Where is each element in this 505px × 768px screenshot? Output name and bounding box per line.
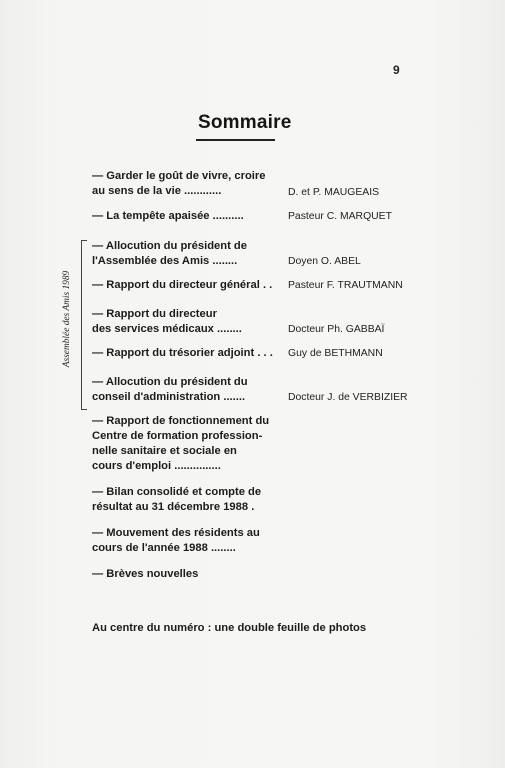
toc-entry-1: [92, 169, 412, 199]
entry-line: — Brèves nouvelles: [92, 568, 199, 580]
entry-line: — Rapport du directeur général . .: [92, 279, 273, 291]
toc-entry-8: [92, 414, 412, 474]
toc-entry-2: [92, 209, 412, 224]
entry-author: Doyen O. ABEL: [288, 256, 361, 267]
entry-author: Guy de BETHMANN: [288, 348, 383, 359]
toc-entry-5: [92, 307, 412, 337]
title-underline: [196, 139, 275, 141]
entry-line: — Mouvement des résidents au: [92, 527, 260, 539]
entry-line: au sens de la vie ............: [92, 185, 222, 197]
entry-line: cours d'emploi ...............: [92, 460, 221, 472]
page-title: Sommaire: [198, 112, 292, 133]
entry-line: des services médicaux ........: [92, 323, 242, 335]
entry-author: D. et P. MAUGEAIS: [288, 187, 380, 198]
entry-line: — Rapport de fonctionnement du: [92, 415, 270, 427]
entry-line: — Bilan consolidé et compte de: [92, 486, 262, 498]
side-label-text: Assemblée des Amis 1989: [62, 270, 72, 368]
entry-line: — La tempête apaisée ..........: [92, 210, 244, 222]
entry-line: — Allocution du président du: [92, 376, 248, 388]
entry-line: — Rapport du directeur: [92, 308, 217, 320]
entry-line: résultat au 31 décembre 1988 .: [92, 501, 255, 513]
entry-line: nelle sanitaire et sociale en: [92, 445, 237, 457]
entry-line: — Rapport du trésorier adjoint . . .: [92, 347, 273, 359]
entry-line: Centre de formation profession-: [92, 430, 263, 442]
entry-author: Docteur Ph. GABBAÏ: [288, 324, 385, 335]
entry-line: — Garder le goût de vivre, croire: [92, 170, 266, 182]
footer-note: Au centre du numéro : une double feuille de photos: [92, 622, 367, 634]
toc-entry-11: [92, 567, 412, 582]
toc-entry-10: [92, 526, 412, 556]
toc-entry-7: [92, 375, 412, 405]
entry-line: conseil d'administration .......: [92, 391, 246, 403]
entry-line: — Allocution du président de: [92, 240, 247, 252]
entry-author: Pasteur C. MARQUET: [288, 211, 392, 222]
entry-author: Docteur J. de VERBIZIER: [288, 392, 408, 403]
entry-author: Pasteur F. TRAUTMANN: [288, 280, 403, 291]
toc-entry-9: [92, 485, 412, 515]
toc-entry-4: [92, 278, 412, 293]
page-number: 9: [393, 63, 400, 77]
entry-line: cours de l'année 1988 ........: [92, 542, 236, 554]
section-bracket: [81, 240, 87, 410]
entry-line: l'Assemblée des Amis ........: [92, 255, 238, 267]
toc-entry-6: [92, 346, 412, 361]
toc-entry-3: [92, 239, 412, 269]
